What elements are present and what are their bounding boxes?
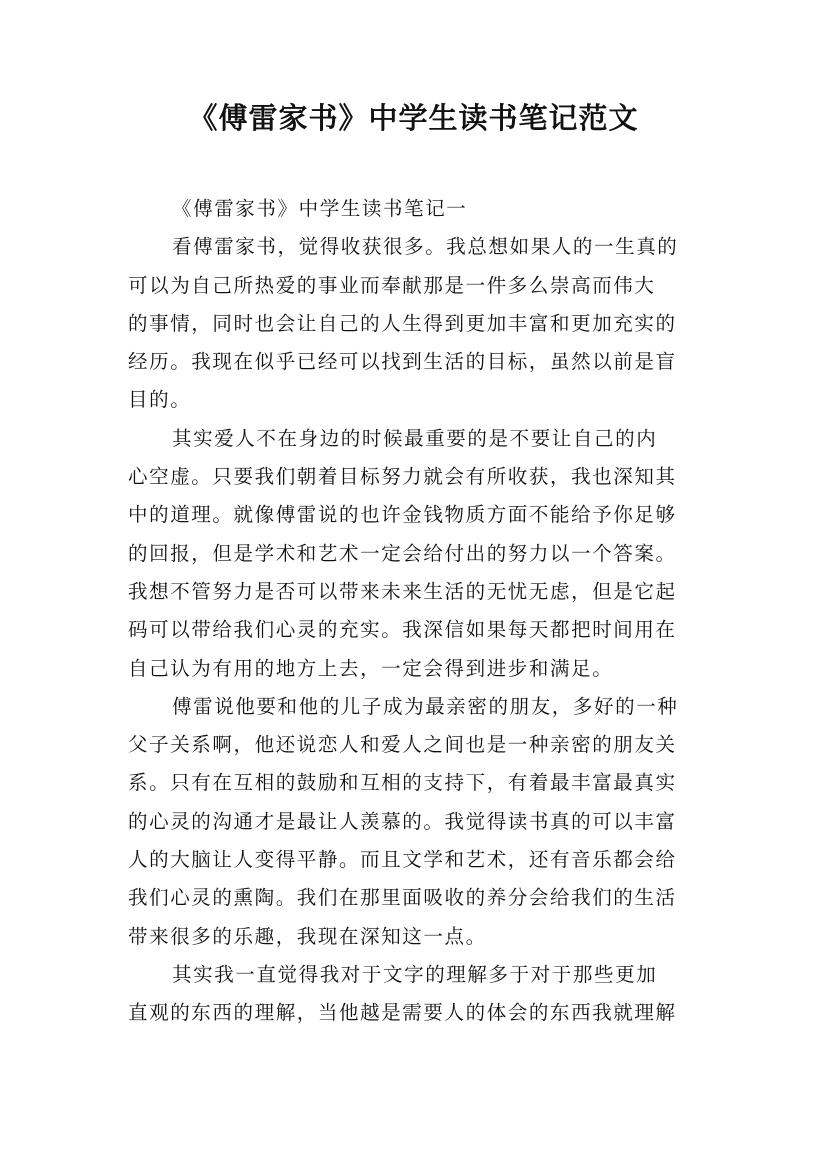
text-line: 系。只有在互相的鼓励和互相的支持下，有着最丰富最真实 — [128, 771, 677, 795]
text-line: 其实我一直觉得我对于文字的理解多于对于那些更加 — [172, 962, 658, 986]
text-line: 直观的东西的理解，当他越是需要人的体会的东西我就理解 — [128, 1001, 677, 1025]
text-line: 人的大脑让人变得平静。而且文学和艺术，还有音乐都会给 — [128, 848, 677, 872]
text-line: 的事情，同时也会让自己的人生得到更加丰富和更加充实的 — [128, 311, 677, 335]
text-line: 目的。 — [128, 388, 192, 412]
text-line: 傅雷说他要和他的儿子成为最亲密的朋友，多好的一种 — [172, 694, 679, 718]
text-line: 其实爱人不在身边的时候最重要的是不要让自己的内 — [172, 426, 658, 450]
document-body — [128, 190, 703, 1033]
text-line: 的心灵的沟通才是最让人羡慕的。我觉得读书真的可以丰富 — [128, 809, 677, 833]
text-line: 我们心灵的熏陶。我们在那里面吸收的养分会给我们的生活 — [128, 886, 677, 910]
text-line: 《傅雷家书》中学生读书笔记一 — [172, 197, 468, 220]
text-line: 经历。我现在似乎已经可以找到生活的目标，虽然以前是盲 — [128, 350, 677, 374]
text-line: 带来很多的乐趣，我现在深知这一点。 — [128, 924, 487, 948]
document-title: 《傅雷家书》中学生读书笔记范文 — [188, 101, 639, 135]
text-line: 码可以带给我们心灵的充实。我深信如果每天都把时间用在 — [128, 618, 677, 642]
text-line: 的回报，但是学术和艺术一定会给付出的努力以一个答案。 — [128, 541, 677, 565]
text-line: 中的道理。就像傅雷说的也许金钱物质方面不能给予你足够 — [128, 503, 677, 527]
text-line: 看傅雷家书，觉得收获很多。我总想如果人的一生真的 — [172, 235, 679, 259]
text-line: 心空虚。只要我们朝着目标努力就会有所收获，我也深知其 — [128, 465, 677, 489]
text-line: 我想不管努力是否可以带来未来生活的无忧无虑，但是它起 — [128, 579, 677, 603]
text-line: 父子关系啊，他还说恋人和爱人之间也是一种亲密的朋友关 — [128, 733, 677, 757]
text-line: 可以为自己所热爱的事业而奉献那是一件多么崇高而伟大 — [128, 273, 656, 297]
text-line: 自己认为有用的地方上去，一定会得到进步和满足。 — [128, 656, 614, 680]
